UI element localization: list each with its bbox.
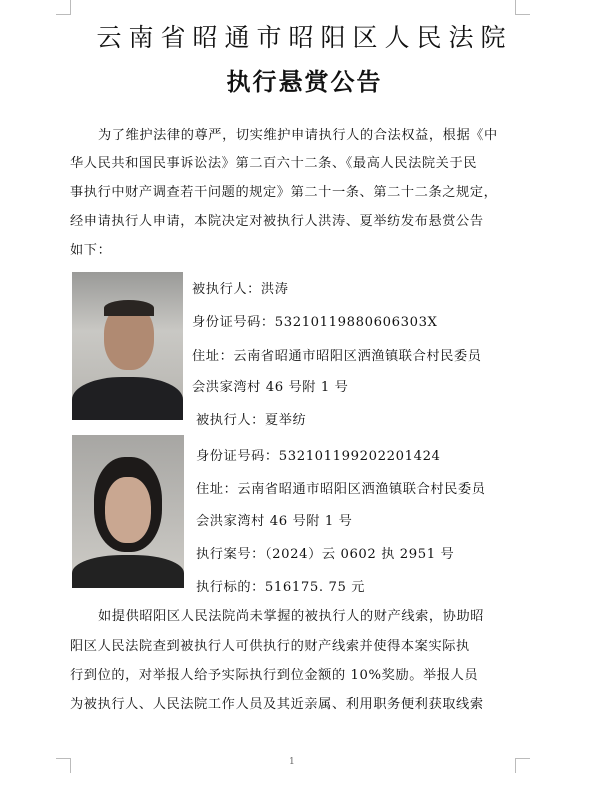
person-2-address: 住址：云南省昭通市昭阳区洒渔镇联合村民委员 (196, 482, 486, 497)
case-number: 执行案号：（2024）云 0602 执 2951 号 (196, 547, 455, 562)
person-1-address-cont: 会洪家湾村 46 号附 1 号 (192, 380, 349, 395)
page-number: 1 (289, 757, 295, 767)
person-2-id: 身份证号码：532101199202201424 (196, 449, 441, 464)
reward-line: 如提供昭阳区人民法院尚未掌握的被执行人的财产线索，协助昭 (98, 609, 485, 624)
person-1-address: 住址：云南省昭通市昭阳区洒渔镇联合村民委员 (192, 349, 482, 364)
court-name: 云南省昭通市昭阳区人民法院 (96, 23, 513, 52)
reward-line: 阳区人民法院查到被执行人可供执行的财产线索并使得本案实际执 (70, 639, 470, 654)
reward-line: 为被执行人、人民法院工作人员及其近亲属、利用职务便利获取线索 (70, 697, 484, 712)
person-1-name: 被执行人：洪涛 (192, 282, 289, 297)
intro-line: 如下： (70, 243, 112, 258)
intro-line: 为了维护法律的尊严，切实维护申请执行人的合法权益，根据《中 (98, 128, 498, 143)
execution-amount: 执行标的：516175. 75 元 (196, 580, 366, 595)
photo-hong-tao (72, 272, 183, 420)
intro-line: 华人民共和国民事诉讼法》第二百六十二条、《最高人民法院关于民 (70, 156, 478, 171)
corner-mark-tl (56, 0, 71, 15)
person-2-name: 被执行人：夏举纺 (196, 413, 307, 428)
corner-mark-br (515, 758, 530, 773)
reward-line: 行到位的，对举报人给予实际执行到位金额的 10%奖励。举报人员 (70, 668, 479, 683)
corner-mark-tr (515, 0, 530, 15)
photo-xia-jufang (72, 435, 184, 588)
corner-mark-bl (56, 758, 71, 773)
intro-line: 事执行中财产调查若干问题的规定》第二十一条、第二十二条之规定， (70, 185, 498, 200)
person-1-id: 身份证号码：53210119880606303X (192, 315, 438, 330)
page-title: 执行悬赏公告 (226, 68, 383, 96)
person-2-address-cont: 会洪家湾村 46 号附 1 号 (196, 514, 353, 529)
intro-line: 经申请执行人申请，本院决定对被执行人洪涛、夏举纺发布悬赏公告 (70, 214, 484, 229)
